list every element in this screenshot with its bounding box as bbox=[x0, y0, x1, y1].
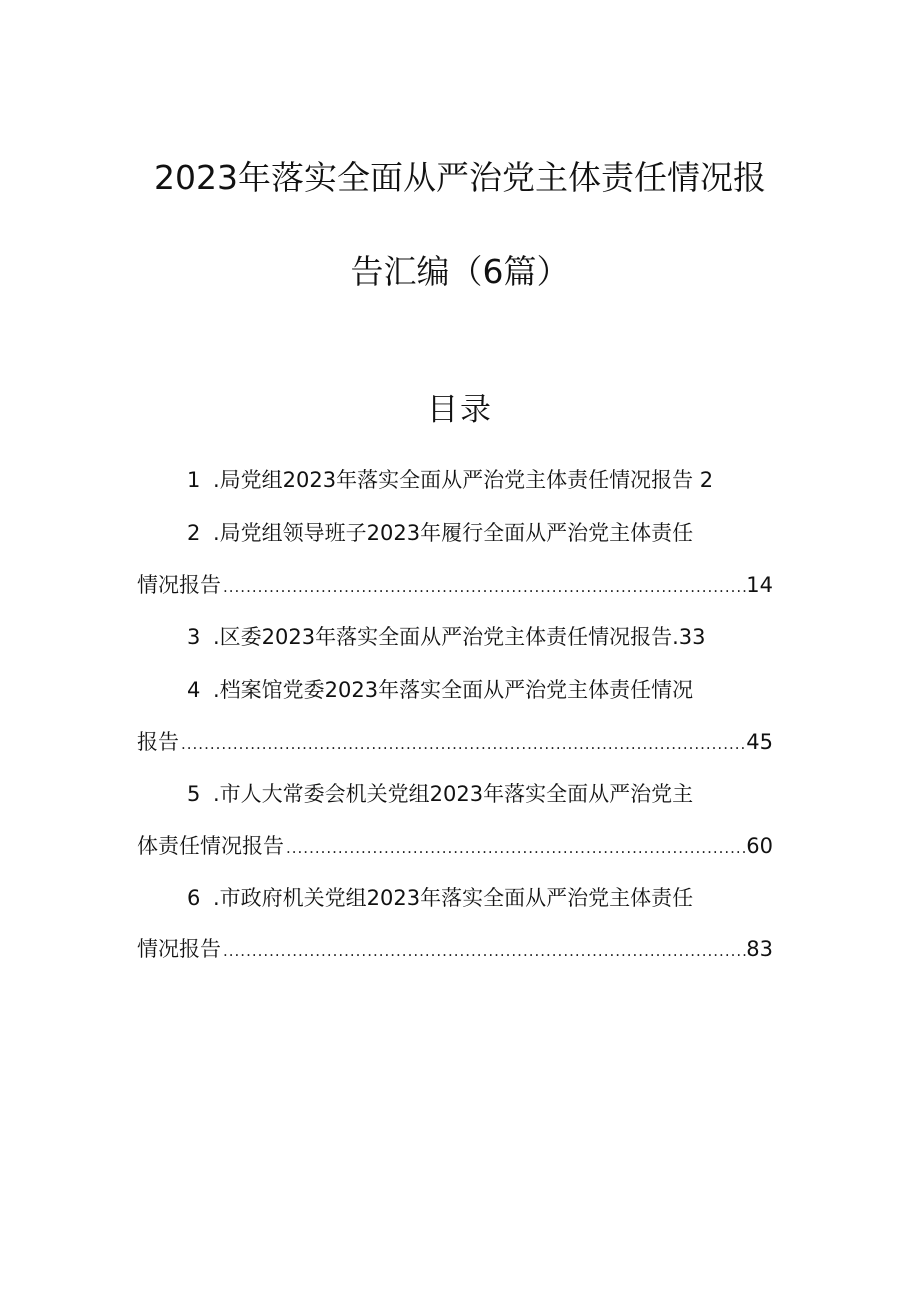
toc-entry-title: .区委2023年落实全面从严治党主体责任情况报告.33 bbox=[213, 625, 706, 649]
toc-entry-title: .局党组2023年落实全面从严治党主体责任情况报告 2 bbox=[213, 468, 714, 492]
toc-leader-dots bbox=[284, 833, 746, 863]
toc-entry-number: 5 bbox=[187, 782, 201, 806]
toc-entry-2[interactable] bbox=[187, 518, 777, 548]
toc-entry-number: 2 bbox=[187, 521, 201, 545]
toc-leader-dots bbox=[221, 936, 746, 966]
toc-entry-4-continuation[interactable] bbox=[137, 727, 773, 759]
toc-page-number: 60 bbox=[746, 834, 773, 858]
toc-entry-2-continuation[interactable] bbox=[137, 570, 773, 602]
toc-entry-3[interactable] bbox=[187, 622, 777, 652]
toc-entry-5[interactable] bbox=[187, 779, 777, 809]
toc-entry-title-cont: 情况报告 bbox=[137, 937, 221, 961]
document-title-line-1: 2023年落实全面从严治党主体责任情况报 bbox=[154, 158, 766, 197]
toc-page-number: 45 bbox=[746, 730, 773, 754]
toc-entry-title: .市人大常委会机关党组2023年落实全面从严治党主 bbox=[213, 782, 694, 806]
toc-page-number: 14 bbox=[746, 573, 773, 597]
toc-entry-4[interactable] bbox=[187, 675, 777, 705]
toc-entry-number: 4 bbox=[187, 678, 201, 702]
toc-entry-title: .档案馆党委2023年落实全面从严治党主体责任情况 bbox=[213, 678, 694, 702]
document-title-line-2: 告汇编（6篇） bbox=[350, 252, 570, 291]
toc-page-number: 83 bbox=[746, 937, 773, 961]
toc-entry-number: 3 bbox=[187, 625, 201, 649]
toc-entry-title-cont: 体责任情况报告 bbox=[137, 834, 284, 858]
toc-entry-number: 6 bbox=[187, 886, 201, 910]
toc-entry-title: .市政府机关党组2023年落实全面从严治党主体责任 bbox=[213, 886, 694, 910]
toc-entry-1[interactable] bbox=[187, 465, 777, 495]
toc-entry-6[interactable] bbox=[187, 883, 777, 913]
toc-leader-dots bbox=[179, 729, 746, 759]
toc-entry-5-continuation[interactable] bbox=[137, 831, 773, 863]
toc-leader-dots bbox=[221, 572, 746, 602]
toc-entry-title-cont: 情况报告 bbox=[137, 573, 221, 597]
toc-entry-title: .局党组领导班子2023年履行全面从严治党主体责任 bbox=[213, 521, 694, 545]
toc-entry-6-continuation[interactable] bbox=[137, 934, 773, 966]
toc-heading: 目录 bbox=[427, 392, 493, 428]
toc-entry-title-cont: 报告 bbox=[137, 730, 179, 754]
toc-entry-number: 1 bbox=[187, 468, 201, 492]
